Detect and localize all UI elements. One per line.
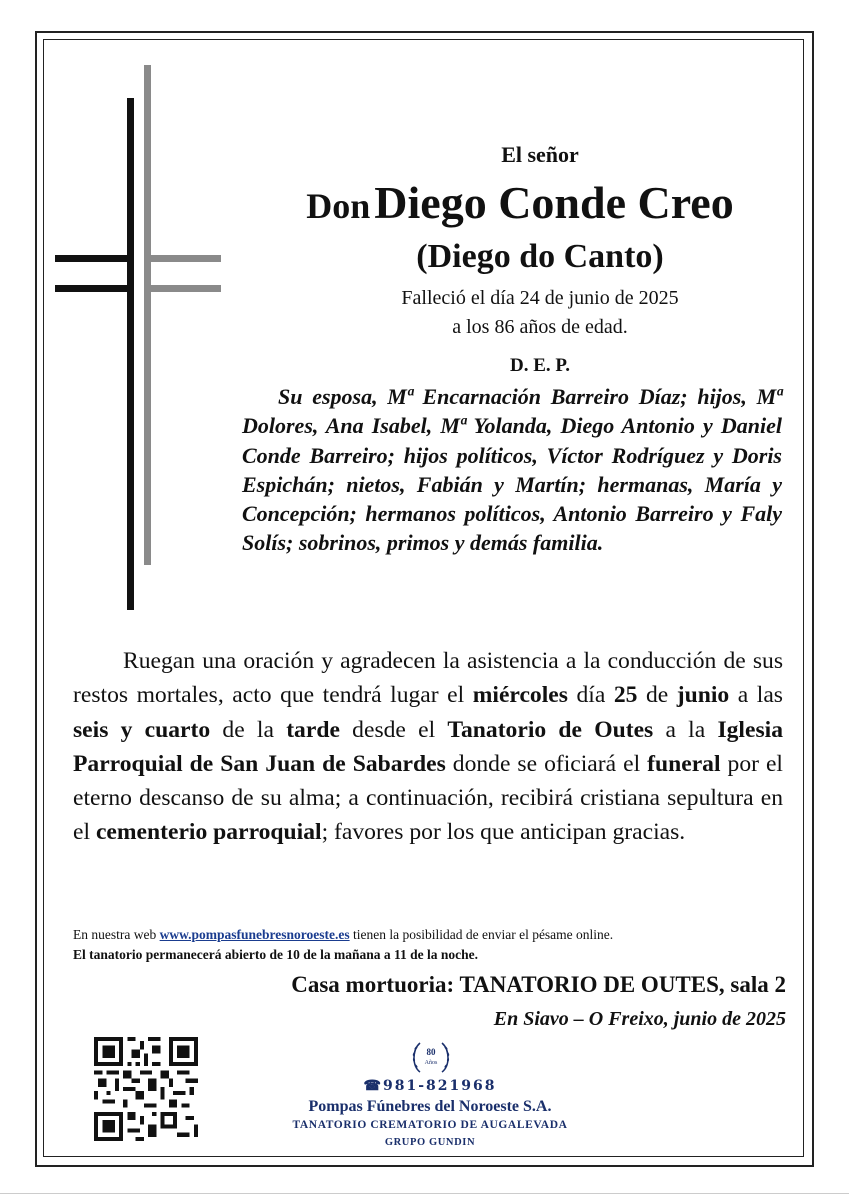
phone-icon: ☎ (363, 1078, 383, 1094)
main-text-bold: seis y cuarto (73, 716, 211, 743)
main-text-part: desde el (339, 716, 448, 743)
place-date: En Siavo – O Freixo, junio de 2025 (493, 1008, 786, 1030)
qr-code-icon[interactable] (94, 1037, 198, 1141)
dep: D. E. P. (509, 355, 570, 376)
phone-number: 981-821968 (382, 1078, 497, 1094)
group-name: GRUPO GUNDIN (384, 1137, 476, 1148)
web-note-prefix: En nuestra web (73, 927, 160, 942)
main-text-part: por el eterno descanso de su alma; a continuación, recibirá cristiana sepultura en el (73, 750, 783, 846)
main-text-bold: tarde (286, 716, 340, 743)
funeral-home-location: Casa mortuoria: TANATORIO DE OUTES, sala 2 (291, 972, 786, 997)
main-text-bold: Tanatorio de Outes (447, 716, 654, 743)
phone-line[interactable] (300, 1078, 560, 1094)
name-prefix: Don (306, 186, 371, 226)
main-text-bold: 25 (613, 682, 638, 709)
anniversary-logo-icon (406, 1038, 456, 1078)
main-text-bold: Iglesia Parroquial de San Juan de Sabardes (73, 716, 783, 777)
main-text-bold: cementerio parroquial (95, 819, 322, 846)
deceased-name-line (240, 176, 800, 229)
cross-icon (55, 65, 225, 615)
main-text-bold: junio (676, 682, 730, 709)
main-text-bold: funeral (647, 750, 721, 777)
main-text-part: a las (729, 682, 783, 709)
main-text-part: ; favores por los que anticipan gracias. (321, 819, 686, 846)
logo-label: Años (424, 1060, 438, 1066)
main-text-part: donde se oficiará el (445, 750, 648, 777)
web-note (73, 927, 793, 943)
logo-number: 80 (426, 1047, 436, 1057)
main-text-bold: miércoles (472, 682, 568, 709)
main-text-part: a la (653, 716, 718, 743)
opening-hours-note: El tanatorio permanecerá abierto de 10 de la mañana a 11 de la noche. (73, 947, 478, 962)
web-note-suffix: tienen la posibilidad de enviar el pésame online. (349, 927, 614, 942)
main-text-part: Ruegan una oración y agradecen la asistencia a la conducción de sus restos mortales, acto que tendrá lugar el (73, 648, 783, 709)
family-list: Su esposa, Mª Encarnación Barreiro Díaz; hijos, Mª Dolores, Ana Isabel, Mª Yolanda, Diego Antonio y Daniel Conde Barreiro; hijos políticos, Víctor Rodríguez y Doris Espichán; nietos, Fabián y Martín; hermanas, María y Concepción; hermanos políticos, Antonio Barreiro y Faly Solís; sobrinos, primos y demás familia. (242, 384, 782, 556)
crematorio-name: TANATORIO CREMATORIO DE AUGALEVADA (292, 1119, 568, 1131)
company-name: Pompas Fúnebres del Noroeste S.A. (308, 1098, 552, 1115)
title-senor: El señor (501, 142, 579, 167)
page-bottom-line (0, 1193, 849, 1194)
nickname: (Diego do Canto) (416, 238, 664, 275)
main-text-part: día (567, 682, 614, 709)
website-link[interactable]: www.pompasfunebresnoroeste.es (159, 927, 350, 942)
main-text-part: de (637, 682, 677, 709)
age: a los 86 años de edad. (452, 316, 628, 338)
main-text-part: de la (210, 716, 287, 743)
death-date: Falleció el día 24 de junio de 2025 (401, 287, 679, 309)
deceased-name: Diego Conde Creo (374, 177, 734, 228)
main-announcement (73, 644, 783, 850)
